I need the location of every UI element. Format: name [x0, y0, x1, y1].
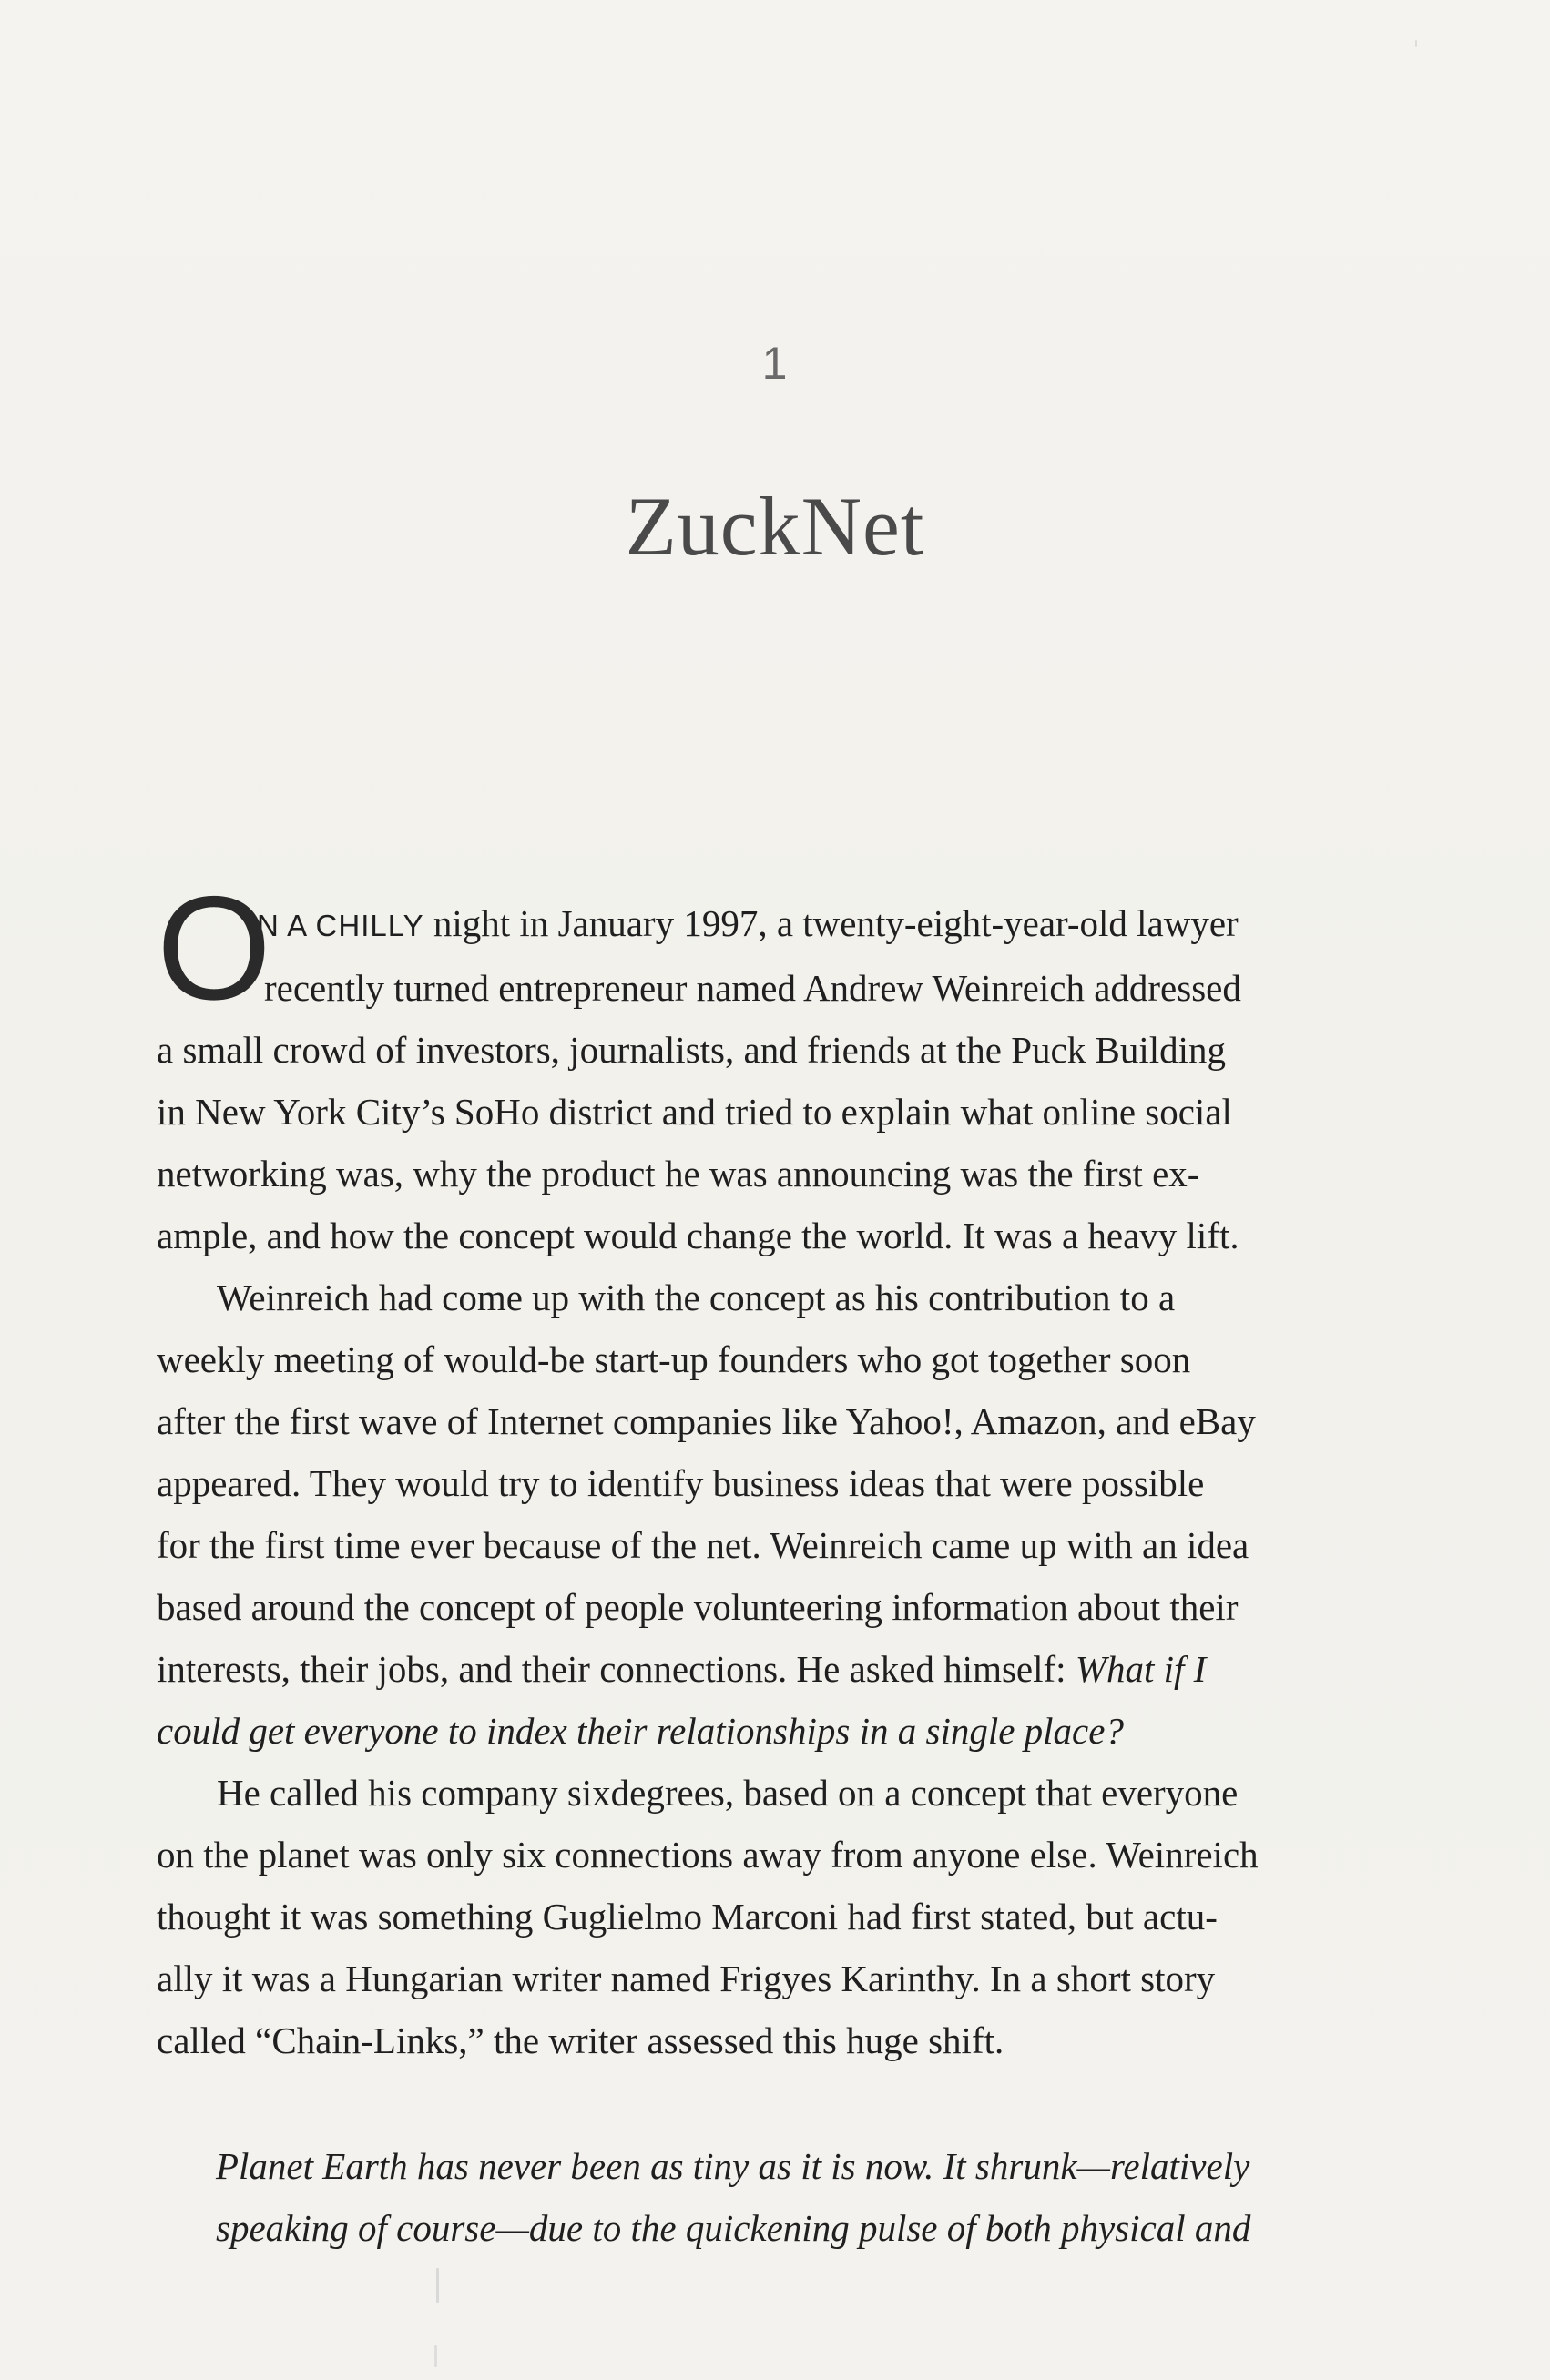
chapter-number: 1 [761, 338, 789, 389]
paragraph-3-line-2: on the planet was only six connections away from anyone else. Weinreich [157, 1834, 1259, 1876]
paragraph-2-line-6: based around the concept of people volunteering information about their [157, 1586, 1239, 1628]
scan-speck [1415, 40, 1417, 47]
paragraph-3-line-5: called “Chain-Links,” the writer assessed this huge shift. [157, 2019, 1004, 2061]
block-quote [216, 2135, 1357, 2259]
paragraph-2-line-8: could get everyone to index their relationships in a single place? [157, 1710, 1124, 1752]
chapter-title: ZuckNet [625, 480, 925, 573]
paragraph-2-line-3: after the first wave of Internet companies like Yahoo!, Amazon, and eBay [157, 1400, 1256, 1442]
paragraph-2-line-7-italic: What if I [1075, 1648, 1207, 1690]
scan-speck [436, 2268, 439, 2303]
paragraph-1-line-2: recently turned entrepreneur named Andrew Weinreich addressed [264, 967, 1241, 1009]
chapter-body [157, 866, 1357, 2071]
paragraph-2 [157, 1266, 1357, 1762]
paragraph-1-line-6: ample, and how the concept would change the world. It was a heavy lift. [157, 1215, 1239, 1256]
paragraph-3-line-1: He called his company sixdegrees, based on a concept that everyone [217, 1772, 1239, 1814]
paragraph-2-line-5: for the first time ever because of the net. Weinreich came up with an idea [157, 1524, 1249, 1566]
paragraph-3-line-3: thought it was something Guglielmo Marconi had first stated, but actu- [157, 1896, 1218, 1938]
drop-cap: O [157, 866, 272, 1031]
quote-line-1: Planet Earth has never been as tiny as it is now. It shrunk—relatively [216, 2145, 1250, 2187]
paragraph-2-line-4: appeared. They would try to identify business ideas that were possible [157, 1462, 1205, 1504]
paragraph-1 [157, 866, 1357, 1266]
paragraph-3 [157, 1762, 1357, 2071]
quote-line-2: speaking of course—due to the quickening pulse of both physical and [216, 2207, 1251, 2249]
paragraph-2-line-7-roman: interests, their jobs, and their connections. He asked himself: [157, 1648, 1076, 1690]
paragraph-2-line-2: weekly meeting of would-be start-up founders who got together soon [157, 1338, 1191, 1380]
paragraph-3-line-4: ally it was a Hungarian writer named Frigyes Karinthy. In a short story [157, 1958, 1216, 1999]
small-caps-lead: N A CHILLY [257, 909, 424, 942]
paragraph-1-line-5: networking was, why the product he was announcing was the first ex- [157, 1153, 1200, 1195]
paragraph-1-line-4: in New York City’s SoHo district and tried to explain what online social [157, 1091, 1232, 1133]
scan-speck [434, 2345, 437, 2367]
paragraph-1-line-3: a small crowd of investors, journalists, and friends at the Puck Building [157, 1029, 1227, 1071]
paragraph-1-line-1-text: night in January 1997, a twenty-eight-year-old lawyer [423, 902, 1239, 944]
paragraph-2-line-1: Weinreich had come up with the concept as his contribution to a [217, 1276, 1176, 1318]
paragraph-2-line-7 [157, 1638, 1357, 1700]
